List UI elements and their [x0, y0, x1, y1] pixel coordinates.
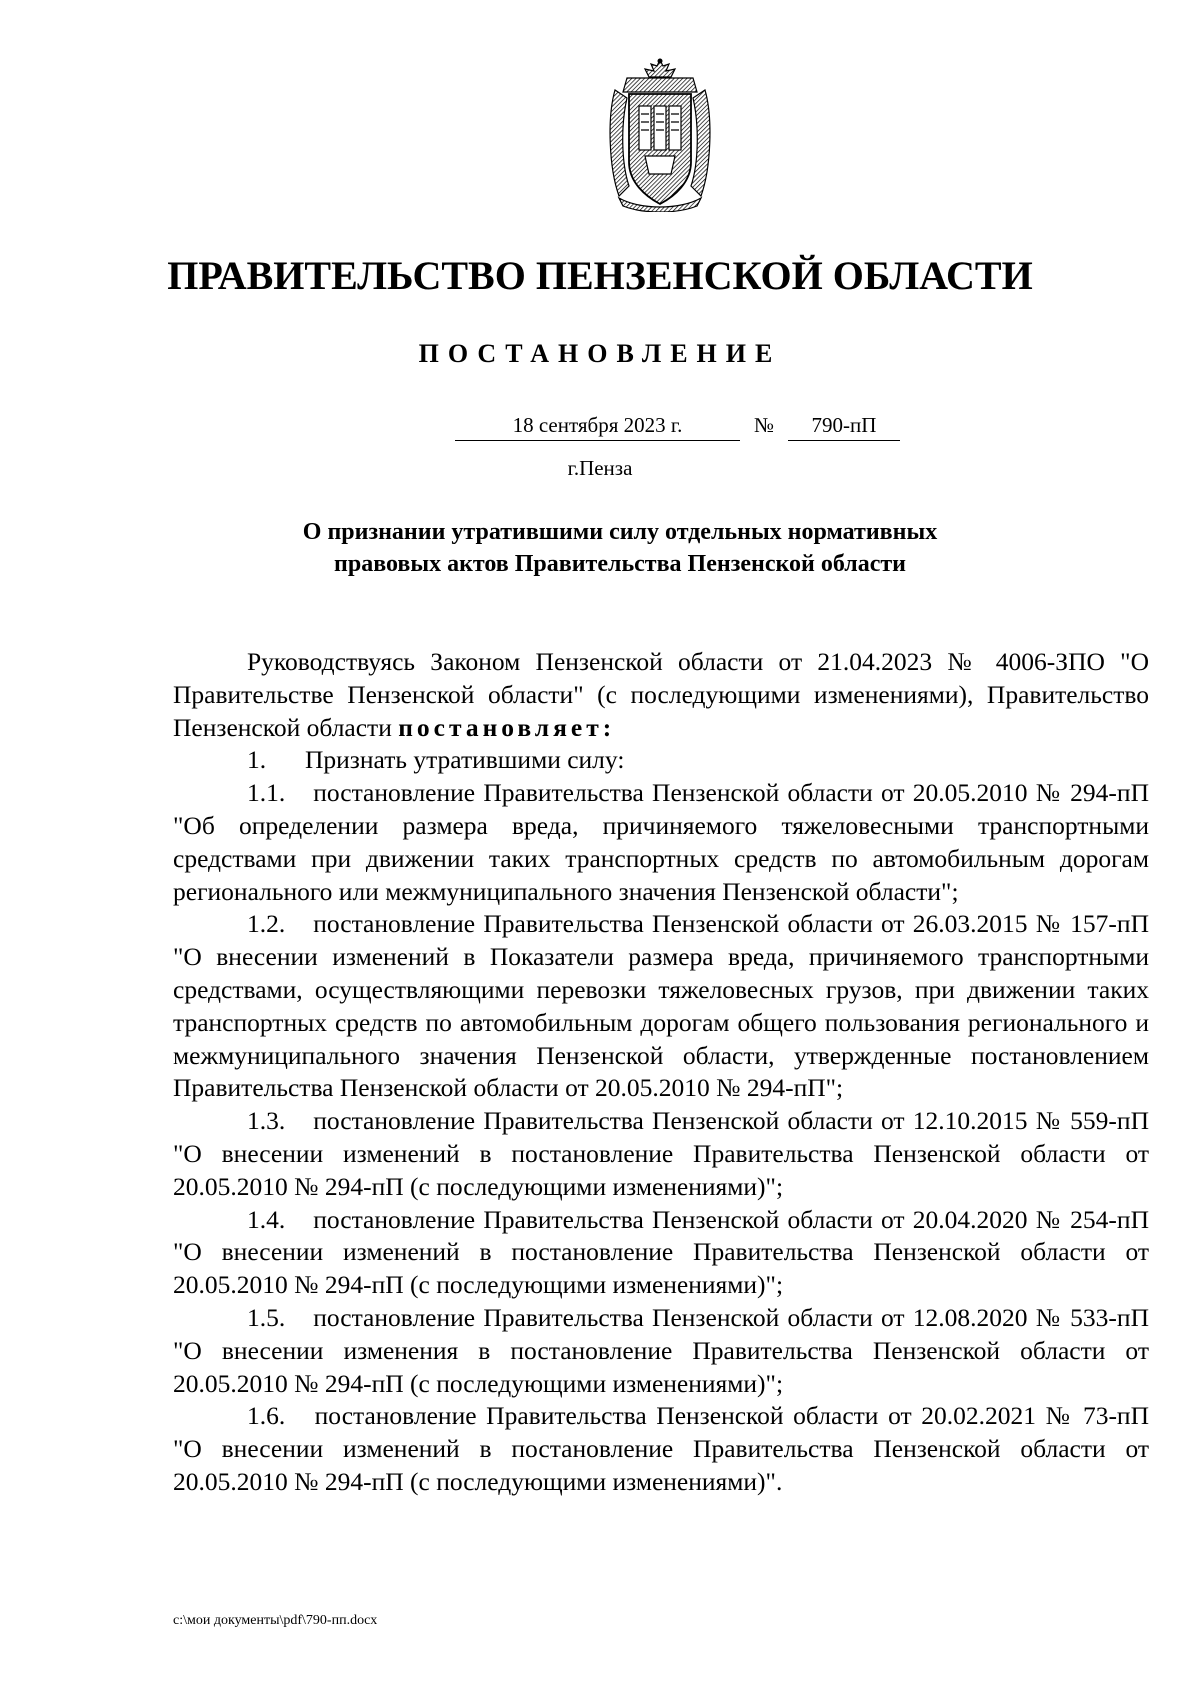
preamble-paragraph: [173, 646, 1149, 744]
date-number-line: [455, 411, 900, 441]
government-title: ПРАВИТЕЛЬСТВО ПЕНЗЕНСКОЙ ОБЛАСТИ: [167, 253, 1033, 298]
file-path-footer: c:\мои документы\pdf\790-пп.docx: [173, 1613, 378, 1628]
subject-line-1: О признании утратившими силу отдельных нормативных: [302, 519, 938, 545]
document-body: [173, 646, 1149, 1499]
list-item: [173, 777, 1149, 908]
point-1-text: Признать утратившими силу:: [305, 745, 625, 775]
item-number: 1.6.: [247, 1401, 286, 1431]
item-text: постановление Правительства Пензенской области от 12.10.2015 № 559-пП "О внесении изменений в постановление Правительства Пензенской области от 20.05.2010 № 294-пП (с последующими изменениями)";: [173, 1106, 1149, 1201]
item-number: 1.3.: [247, 1106, 286, 1136]
point-1-paragraph: [173, 744, 1149, 777]
list-item: [173, 1105, 1149, 1203]
point-1-number: 1.: [247, 745, 267, 775]
document-number: 790-пП: [788, 411, 900, 441]
item-text: постановление Правительства Пензенской области от 20.05.2010 № 294-пП "Об определении размера вреда, причиняемого тяжеловесными транспортными средствами при движении таких транспортных средств по автомобильным дорогам регионального или межмуниципального значения Пензенской области";: [173, 778, 1149, 906]
item-text: постановление Правительства Пензенской области от 26.03.2015 № 157-пП "О внесении изменений в Показатели размера вреда, причиняемого транспортными средствами, осуществляющими перевозки тяжеловесных грузов, при движении таких транспортных средств по автомобильным дорогам общего пользования регионального и межмуниципального значения Пензенской области, утвержденные постановлением Правительства Пензенской области от 20.05.2010 № 294-пП";: [173, 909, 1149, 1103]
document-type: ПОСТАНОВЛЕНИЕ: [418, 339, 782, 368]
item-text: постановление Правительства Пензенской области от 20.02.2021 № 73-пП "О внесении изменений в постановление Правительства Пензенской области от 20.05.2010 № 294-пП (с последующими изменениями)".: [173, 1401, 1149, 1496]
item-number: 1.4.: [247, 1204, 286, 1234]
document-city: г.Пенза: [567, 456, 633, 480]
item-text: постановление Правительства Пензенской области от 12.08.2020 № 533-пП "О внесении изменения в постановление Правительства Пензенской области от 20.05.2010 № 294-пП (с последующими изменениями)";: [173, 1302, 1149, 1398]
preamble-text: Руководствуясь Законом Пензенской области от 21.04.2023 № 4006-ЗПО "О Правительстве Пензенской области" (с последующими изменениями), Правительство Пензенской области: [173, 647, 1149, 742]
list-item: [173, 908, 1149, 1105]
item-text: постановление Правительства Пензенской области от 20.04.2020 № 254-пП "О внесении изменений в постановление Правительства Пензенской области от 20.05.2010 № 294-пП (с последующими изменениями)";: [173, 1204, 1149, 1300]
item-number: 1.5.: [247, 1302, 286, 1332]
document-subject: [180, 516, 1060, 580]
resolves-word: постановляет:: [398, 712, 616, 742]
list-item: [173, 1204, 1149, 1302]
list-item: [173, 1302, 1149, 1400]
item-number: 1.2.: [247, 909, 286, 939]
coat-of-arms-icon: [605, 58, 715, 212]
list-item: [173, 1400, 1149, 1498]
subject-line-2: правовых актов Правительства Пензенской области: [334, 551, 906, 577]
document-date: 18 сентября 2023 г.: [455, 411, 740, 441]
item-number: 1.1.: [247, 778, 286, 808]
number-sign: №: [753, 413, 775, 437]
